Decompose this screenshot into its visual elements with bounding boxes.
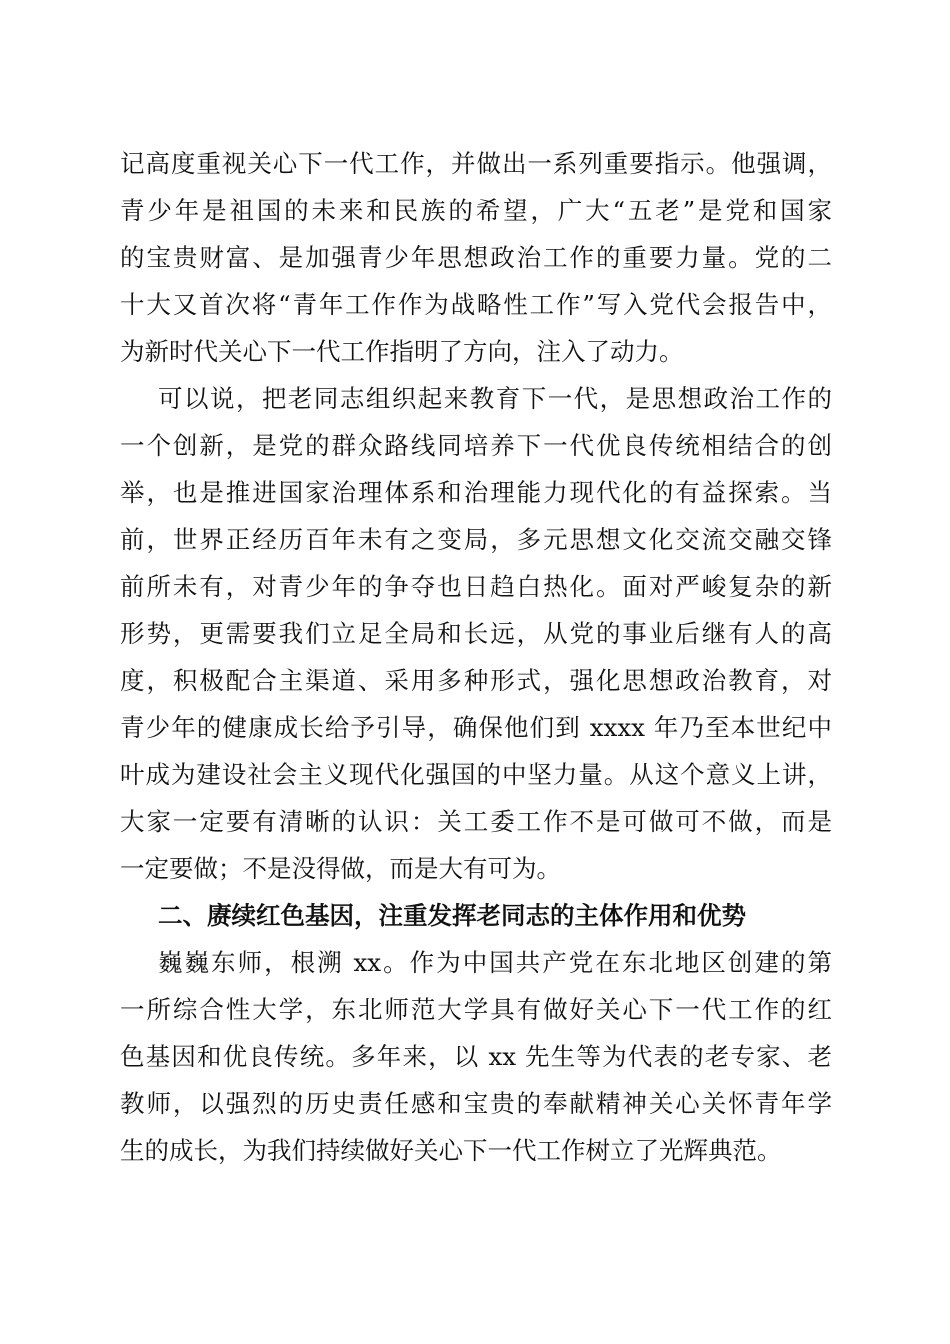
text-line: 一个创新，是党的群众路线同培养下一代优良传统相结合的创	[120, 431, 832, 460]
text-line: 形势，更需要我们立足全局和长远，从党的事业后继有人的高	[120, 619, 832, 648]
section-heading	[120, 892, 832, 939]
paragraph-3	[120, 939, 832, 1174]
text-line: 记高度重视关心下一代工作，并做出一系列重要指示。他强调，	[120, 149, 832, 178]
text-line: 十大又首次将“青年工作作为战略性工作”写入党代会报告中，	[120, 290, 832, 319]
text-line: 一所综合性大学，东北师范大学具有做好关心下一代工作的红	[120, 995, 832, 1024]
document-body	[120, 140, 832, 1174]
text-line: 前所未有，对青少年的争夺也日趋白热化。面对严峻复杂的新	[120, 572, 832, 601]
text-line: 为新时代关心下一代工作指明了方向，注入了动力。	[120, 337, 684, 366]
text-line: 大家一定要有清晰的认识：关工委工作不是可做可不做，而是	[120, 807, 832, 836]
text-line: 前，世界正经历百年未有之变局，多元思想文化交流交融交锋	[120, 525, 832, 554]
paragraph-1	[120, 140, 832, 375]
text-line: 生的成长，为我们持续做好关心下一代工作树立了光辉典范。	[120, 1136, 782, 1165]
paragraph-2	[120, 375, 832, 892]
text-line: 的宝贵财富、是加强青少年思想政治工作的重要力量。党的二	[120, 243, 832, 272]
text-line: 巍巍东师，根溯 xx。作为中国共产党在东北地区创建的第	[158, 948, 832, 977]
text-line: 色基因和优良传统。多年来，以 xx 先生等为代表的老专家、老	[120, 1042, 832, 1071]
text-line: 可以说，把老同志组织起来教育下一代，是思想政治工作的	[158, 384, 832, 413]
heading-text: 二、赓续红色基因，注重发挥老同志的主体作用和优势	[158, 901, 746, 930]
text-line: 叶成为建设社会主义现代化强国的中坚力量。从这个意义上讲，	[120, 760, 832, 789]
text-line: 度，积极配合主渠道、采用多种形式，强化思想政治教育，对	[120, 666, 832, 695]
text-line: 一定要做；不是没得做，而是大有可为。	[120, 854, 561, 883]
text-line: 青少年是祖国的未来和民族的希望，广大“五老”是党和国家	[120, 196, 832, 225]
text-line: 教师，以强烈的历史责任感和宝贵的奉献精神关心关怀青年学	[120, 1089, 832, 1118]
text-line: 举，也是推进国家治理体系和治理能力现代化的有益探索。当	[120, 478, 832, 507]
text-line: 青少年的健康成长给予引导，确保他们到 xxxx 年乃至本世纪中	[120, 713, 832, 742]
